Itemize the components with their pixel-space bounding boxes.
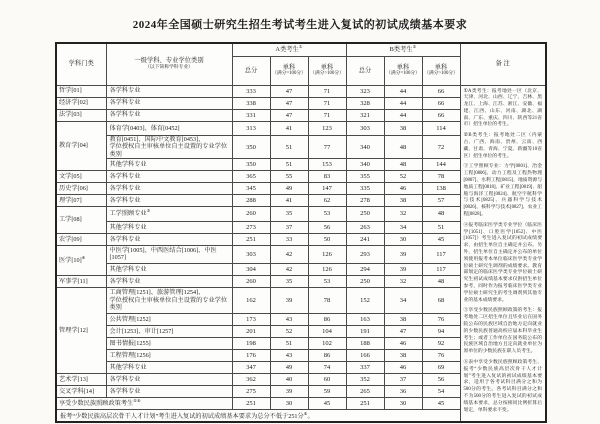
score-cell-b2: 117 — [422, 245, 460, 263]
score-cell-a2: 77 — [308, 135, 346, 158]
major-cell — [106, 276, 232, 288]
category-label: 军事学[11] — [59, 277, 88, 285]
score-cell-b0: 250 — [346, 276, 384, 288]
score-cell-a0: 260 — [232, 207, 270, 221]
score-cell-b0: 340 — [346, 159, 384, 171]
category-cell — [56, 276, 106, 288]
score-cell-a2: 86 — [308, 313, 346, 325]
footer-note-period: 。 — [307, 413, 314, 421]
score-cell-b0: 250 — [346, 207, 384, 221]
col-header-sub100-b-label: 单科 — [396, 63, 410, 71]
score-cell-a0: 350 — [232, 159, 270, 171]
score-cell-a2: 71 — [308, 85, 346, 97]
score-cell-b0: 337 — [346, 361, 384, 373]
major-label: 会计[1253]、审计[1257] — [109, 327, 174, 335]
remark-paragraph: ④报考临床医学类专业学位（临床医学[1051]、口腔医学[1052]、中医[1057]）考生进入复试的初试成绩要求，由招生单位自主确定并公布。另外，招生单位自主确定并公布的单位须使用报考本单位临床医学类专业学位硕士研究生调剂的成绩要求。教育部划定的临床医学类专业学位硕士研究生初试成绩基本要求仅供招生单位参考，同时作为报考临床医学类专业学位硕士研究生的考生调剂到其他专业的基本成绩要求。 — [463, 222, 543, 303]
score-cell-b1: 44 — [384, 97, 422, 109]
footer-note-text: 报考“少数民族高层次骨干人才计划”考生进入复试的初试成绩基本要求为总分不低于251分 — [60, 413, 304, 421]
score-cell-a2: 45 — [308, 397, 346, 409]
col-header-subgt100-b — [422, 56, 460, 85]
major-label: 工商管理[1251]、旅游管理[1254]、 — [109, 289, 205, 297]
score-cell-a0: 260 — [232, 276, 270, 288]
score-cell-b0: 340 — [346, 135, 384, 158]
major-label: 体育学[0403]、体育[0452] — [109, 124, 180, 132]
score-cell-a0: 251 — [232, 233, 270, 245]
remark-paragraph: ⑤享受少数民族照顾政策的考生：报考地处二区招生单位且毕业后在国务院公布的民族区域自治地方定向就业的少数民族普通高校应届本科毕业生考生；或者工作单位在国务院公布的民族区域自治地方且定向就业单位为原单位的少数民族在职人员考生。 — [463, 308, 543, 355]
category-cell — [56, 195, 106, 207]
score-cell-b0: 265 — [346, 385, 384, 397]
score-cell-a1: 35 — [270, 276, 308, 288]
score-cell-a2: 126 — [308, 264, 346, 276]
score-cell-a1: 33 — [270, 233, 308, 245]
category-cell — [56, 97, 106, 109]
score-cell-a1: 51 — [270, 159, 308, 171]
score-cell-a2: 104 — [308, 325, 346, 337]
score-cell-a2: 71 — [308, 97, 346, 109]
remarks-cell — [460, 85, 546, 422]
score-table — [55, 42, 547, 423]
footer-note-sup: ⑥ — [303, 411, 308, 417]
score-cell-a2: 50 — [308, 233, 346, 245]
score-cell-b0: 355 — [346, 171, 384, 183]
category-label: 享受少数民族照顾政策考生 — [59, 399, 134, 407]
score-cell-a0: 173 — [232, 313, 270, 325]
score-cell-b1: 34 — [384, 221, 422, 233]
score-cell-a0: 303 — [232, 245, 270, 263]
score-cell-a1: 51 — [270, 337, 308, 349]
score-cell-b2: 48 — [422, 207, 460, 221]
score-cell-b2: 78 — [422, 171, 460, 183]
category-label: 农学[09] — [59, 235, 82, 243]
score-cell-b0: 323 — [346, 85, 384, 97]
score-cell-b2: 72 — [422, 135, 460, 158]
score-cell-b2: 66 — [422, 109, 460, 121]
category-cell — [56, 207, 106, 233]
score-cell-a2: 56 — [308, 221, 346, 233]
score-cell-a1: 47 — [270, 85, 308, 97]
score-cell-a1: 39 — [270, 385, 308, 397]
score-cell-a1: 41 — [270, 195, 308, 207]
major-cell — [106, 183, 232, 195]
score-cell-b1: 46 — [384, 337, 422, 349]
major-label: 工程管理[1256] — [109, 351, 151, 359]
score-cell-a0: 201 — [232, 325, 270, 337]
score-cell-a2: 59 — [308, 385, 346, 397]
table-header — [56, 43, 546, 85]
category-label: 医学[10] — [59, 256, 82, 264]
major-cell — [106, 159, 232, 171]
col-header-total-b — [346, 56, 384, 85]
col-header-remarks-label: 备 注 — [495, 60, 510, 68]
major-label: 各学科专业 — [109, 173, 141, 181]
score-cell-b1: 36 — [384, 385, 422, 397]
score-cell-b2: 138 — [422, 183, 460, 195]
score-cell-b1: 44 — [384, 109, 422, 121]
score-cell-a2: 102 — [308, 337, 346, 349]
major-cell — [106, 373, 232, 385]
score-cell-a1: 41 — [270, 121, 308, 135]
score-cell-a0: 313 — [232, 121, 270, 135]
major-label: 其他学科专业 — [109, 161, 147, 169]
score-cell-b2: 57 — [422, 195, 460, 207]
major-label: 各学科专业 — [109, 99, 141, 107]
score-cell-b1: 47 — [384, 325, 422, 337]
remark-paragraph: ③工学照顾专业：力学[0801]、冶金工程[0806]、动力工程及工程热物理[0807]、水利工程[0815]、地质资源与地质工程[0818]、矿业工程[0819]、船舶与海洋工程[0824]、航空宇航科学与技术[0825]、兵器科学与技术[0826]、核科学与技术[0827]、农业工程[0828]。 — [463, 164, 543, 218]
score-cell-a1: 49 — [270, 361, 308, 373]
score-cell-a1: 49 — [270, 183, 308, 195]
score-cell-b0: 241 — [346, 233, 384, 245]
col-header-subgt100-b-label: 单科 — [434, 63, 448, 71]
col-header-category — [56, 43, 106, 85]
score-cell-b1: 44 — [384, 85, 422, 97]
major-label: 各学科专业 — [109, 235, 141, 243]
score-cell-a2: 60 — [308, 373, 346, 385]
score-cell-a0: 176 — [232, 349, 270, 361]
major-cell — [106, 361, 232, 373]
major-label: 工学照顾专业③ — [109, 208, 151, 218]
col-header-sub100-b — [384, 56, 422, 85]
col-header-sub100-a-note: （满分=100分） — [272, 71, 306, 77]
col-header-subgt100-a-label: 单科 — [320, 63, 334, 71]
category-label: 工学[08] — [59, 216, 82, 224]
remark-paragraph: ②B类考生：报考地处二区（内蒙古、广西、海南、贵州、云南、西藏、甘肃、青海、宁夏、新疆等10省区）招生单位的考生。 — [463, 133, 543, 159]
score-cell-a0: 345 — [232, 183, 270, 195]
major-cell — [106, 109, 232, 121]
major-label: 各学科专业 — [109, 111, 141, 119]
score-cell-a2: 126 — [308, 245, 346, 263]
footer-note — [56, 409, 460, 422]
score-cell-b0: 303 — [346, 121, 384, 135]
category-label: 理学[07] — [59, 197, 82, 205]
category-cell — [56, 233, 106, 245]
major-cell — [106, 385, 232, 397]
score-cell-a1: 55 — [270, 171, 308, 183]
score-cell-a0: 347 — [232, 361, 270, 373]
col-header-major-line2: （以下简称学科专业） — [145, 65, 193, 71]
score-cell-b0: 152 — [346, 288, 384, 314]
major-cell — [106, 264, 232, 276]
major-cell — [106, 313, 232, 325]
category-cell — [56, 288, 106, 374]
score-cell-b0: 293 — [346, 245, 384, 263]
category-label: 历史学[06] — [59, 185, 88, 193]
score-cell-b2: 45 — [422, 397, 460, 409]
score-cell-a1: 42 — [270, 245, 308, 263]
col-group-b — [346, 43, 460, 56]
major-label: 教育[0451]、国际中文教育[0453]、 — [109, 135, 205, 143]
major-cell — [106, 221, 232, 233]
score-cell-a0: 362 — [232, 373, 270, 385]
major-cell — [106, 135, 232, 158]
category-cell — [56, 171, 106, 183]
major-label: 各学科专业 — [109, 185, 141, 193]
col-header-sub100-b-note: （满分=100分） — [386, 71, 420, 77]
col-header-subgt100-a-note: （满分>100分） — [310, 71, 344, 77]
major-label: 各学科专业 — [109, 277, 141, 285]
col-group-a-sup: ① — [298, 43, 303, 49]
major-label: 图书情报[1255] — [109, 339, 151, 347]
col-header-subgt100-a — [308, 56, 346, 85]
table-row — [56, 85, 546, 97]
score-cell-b1: 48 — [384, 135, 422, 158]
score-cell-a1: 47 — [270, 97, 308, 109]
col-header-total-a-label: 总分 — [244, 66, 258, 74]
major-label: 各学科专业 — [109, 87, 141, 95]
category-cell — [56, 85, 106, 97]
category-label: 教育学[04] — [59, 142, 88, 150]
score-cell-a2: 123 — [308, 121, 346, 135]
score-cell-b0: 263 — [346, 221, 384, 233]
category-label: 哲学[01] — [59, 87, 82, 95]
score-cell-a1: 52 — [270, 325, 308, 337]
score-cell-b2: 76 — [422, 313, 460, 325]
score-cell-b2: 76 — [422, 349, 460, 361]
category-label: 交叉学科[14] — [59, 387, 95, 395]
score-cell-b0: 321 — [346, 109, 384, 121]
score-cell-b2: 68 — [422, 288, 460, 314]
score-cell-a0: 331 — [232, 109, 270, 121]
score-cell-b1: 38 — [384, 349, 422, 361]
score-cell-b1: 32 — [384, 276, 422, 288]
major-cell — [106, 349, 232, 361]
major-label: 各学科专业 — [109, 387, 141, 395]
score-cell-a2: 78 — [308, 288, 346, 314]
score-cell-a0: 333 — [232, 85, 270, 97]
score-cell-b2: 114 — [422, 121, 460, 135]
score-cell-a0: 304 — [232, 264, 270, 276]
score-cell-b1: 48 — [384, 159, 422, 171]
category-cell — [56, 245, 106, 275]
score-cell-b1: 39 — [384, 264, 422, 276]
major-superscript: ③ — [146, 208, 151, 214]
category-cell — [56, 183, 106, 195]
score-cell-b1: 30 — [384, 397, 422, 409]
document-title: 2024年全国硕士研究生招生考试考生进入复试的初试成绩基本要求 — [132, 19, 468, 31]
category-cell — [56, 397, 232, 409]
score-cell-b1: 46 — [384, 361, 422, 373]
remark-paragraph: ①A类考生：报考地处一区（北京、天津、河北、山西、辽宁、吉林、黑龙江、上海、江苏、浙江、安徽、福建、江西、山东、河南、湖北、湖南、广东、重庆、四川、陕西等21省市）招生单位的考生。 — [463, 88, 543, 128]
score-cell-a1: 43 — [270, 349, 308, 361]
major-cell — [106, 171, 232, 183]
col-header-remarks — [460, 43, 546, 85]
category-cell — [56, 109, 106, 121]
major-cell — [106, 337, 232, 349]
score-cell-b0: 166 — [346, 349, 384, 361]
major-label: 其他学科专业 — [109, 363, 147, 371]
score-cell-a1: 40 — [270, 373, 308, 385]
score-cell-b1: 38 — [384, 313, 422, 325]
score-cell-b0: 294 — [346, 264, 384, 276]
category-label: 文学[05] — [59, 173, 82, 181]
score-cell-a2: 53 — [308, 207, 346, 221]
score-cell-a0: 273 — [232, 221, 270, 233]
score-cell-b1: 37 — [384, 373, 422, 385]
score-cell-b0: 251 — [346, 397, 384, 409]
score-cell-a1: 39 — [270, 288, 308, 314]
score-cell-b1: 39 — [384, 245, 422, 263]
score-cell-b2: 69 — [422, 361, 460, 373]
score-cell-a2: 53 — [308, 276, 346, 288]
score-cell-a1: 37 — [270, 221, 308, 233]
remark-paragraph: ⑥表中享受少数民族照顾政策考生、报考“少数民族高层次骨干人才计划”考生进入复试的初试成绩基本要求，适用于各考试科目满分之和为500分的考生。各考试科目满分之和不为500分的考生进入复试的初试成绩基本要求，总分按相同比例折算后划定，单科要求不变。 — [463, 359, 543, 413]
score-cell-a2: 62 — [308, 195, 346, 207]
score-cell-b2: 48 — [422, 276, 460, 288]
major-label: 公共管理[1252] — [109, 315, 151, 323]
score-cell-a0: 251 — [232, 397, 270, 409]
score-cell-b2: 51 — [422, 221, 460, 233]
score-cell-b2: 144 — [422, 159, 460, 171]
col-header-total-b-label: 总分 — [358, 66, 372, 74]
score-cell-b0: 352 — [346, 373, 384, 385]
category-superscript: ④ — [81, 254, 86, 260]
score-cell-a1: 47 — [270, 109, 308, 121]
major-cell — [106, 121, 232, 135]
score-cell-b2: 45 — [422, 233, 460, 245]
major-label-line2: 学位授权自主审核单位自主设置的专业学位类别 — [109, 143, 228, 158]
score-cell-a0: 198 — [232, 337, 270, 349]
score-cell-b2: 66 — [422, 97, 460, 109]
score-cell-a2: 86 — [308, 349, 346, 361]
score-cell-b0: 328 — [346, 97, 384, 109]
score-cell-a0: 275 — [232, 385, 270, 397]
score-cell-b1: 38 — [384, 121, 422, 135]
score-cell-a1: 42 — [270, 264, 308, 276]
major-cell — [106, 245, 232, 263]
category-cell — [56, 385, 106, 397]
major-cell — [106, 97, 232, 109]
major-label: 各学科专业 — [109, 375, 141, 383]
col-group-b-label: B类考生 — [389, 45, 413, 53]
score-cell-a2: 153 — [308, 159, 346, 171]
score-cell-b0: 163 — [346, 313, 384, 325]
col-header-subgt100-b-note: （满分>100分） — [424, 71, 458, 77]
col-header-sub100-a — [270, 56, 308, 85]
score-cell-b2: 94 — [422, 325, 460, 337]
category-label: 法学[03] — [59, 111, 82, 119]
category-label: 管理学[12] — [59, 326, 88, 334]
category-label: 艺术学[13] — [59, 375, 88, 383]
score-table-body — [56, 85, 546, 422]
score-cell-a2: 83 — [308, 171, 346, 183]
score-cell-b0: 278 — [346, 195, 384, 207]
col-header-total-a — [232, 56, 270, 85]
category-cell — [56, 373, 106, 385]
score-cell-b1: 46 — [384, 183, 422, 195]
category-label: 经济学[02] — [59, 99, 88, 107]
col-group-a-label: A类考生 — [275, 45, 299, 53]
col-header-category-label: 学科门类 — [68, 60, 94, 68]
score-cell-b2: 92 — [422, 337, 460, 349]
major-label: 其他学科专业 — [109, 265, 147, 273]
score-cell-b2: 117 — [422, 264, 460, 276]
major-label: 各学科专业 — [109, 197, 141, 205]
score-cell-b1: 30 — [384, 233, 422, 245]
score-cell-a1: 30 — [270, 397, 308, 409]
score-cell-b0: 191 — [346, 325, 384, 337]
score-cell-a2: 74 — [308, 361, 346, 373]
score-cell-a1: 43 — [270, 313, 308, 325]
col-header-major — [106, 43, 232, 85]
major-cell — [106, 233, 232, 245]
major-cell — [106, 85, 232, 97]
score-cell-b0: 335 — [346, 183, 384, 195]
score-cell-a1: 35 — [270, 207, 308, 221]
col-group-a — [232, 43, 346, 56]
score-cell-b1: 32 — [384, 207, 422, 221]
score-cell-a2: 71 — [308, 109, 346, 121]
score-cell-a0: 365 — [232, 171, 270, 183]
score-cell-b1: 34 — [384, 288, 422, 314]
major-cell — [106, 195, 232, 207]
major-cell — [106, 325, 232, 337]
score-cell-a2: 147 — [308, 183, 346, 195]
major-label: 其他学科专业 — [109, 223, 147, 231]
score-cell-a0: 288 — [232, 195, 270, 207]
major-label: 中医学[1005]、中西医结合[1006]、中医[1057] — [109, 246, 217, 262]
category-superscript: ⑤⑥ — [133, 397, 141, 403]
score-cell-b1: 52 — [384, 171, 422, 183]
score-cell-b0: 188 — [346, 337, 384, 349]
score-cell-a0: 162 — [232, 288, 270, 314]
col-group-b-sup: ② — [412, 43, 417, 49]
score-cell-a0: 350 — [232, 135, 270, 158]
score-cell-b2: 56 — [422, 373, 460, 385]
major-cell — [106, 288, 232, 314]
major-label-line2: 学位授权自主审核单位自主设置的专业学位类别 — [109, 296, 228, 312]
col-header-sub100-a-label: 单科 — [282, 63, 296, 71]
score-cell-b1: 38 — [384, 195, 422, 207]
score-cell-b2: 66 — [422, 85, 460, 97]
major-cell — [106, 207, 232, 221]
col-header-major-line1: 一级学科、专业学位类别 — [134, 57, 204, 65]
score-cell-a1: 51 — [270, 135, 308, 158]
score-cell-a0: 338 — [232, 97, 270, 109]
category-cell — [56, 121, 106, 171]
score-cell-b2: 54 — [422, 385, 460, 397]
